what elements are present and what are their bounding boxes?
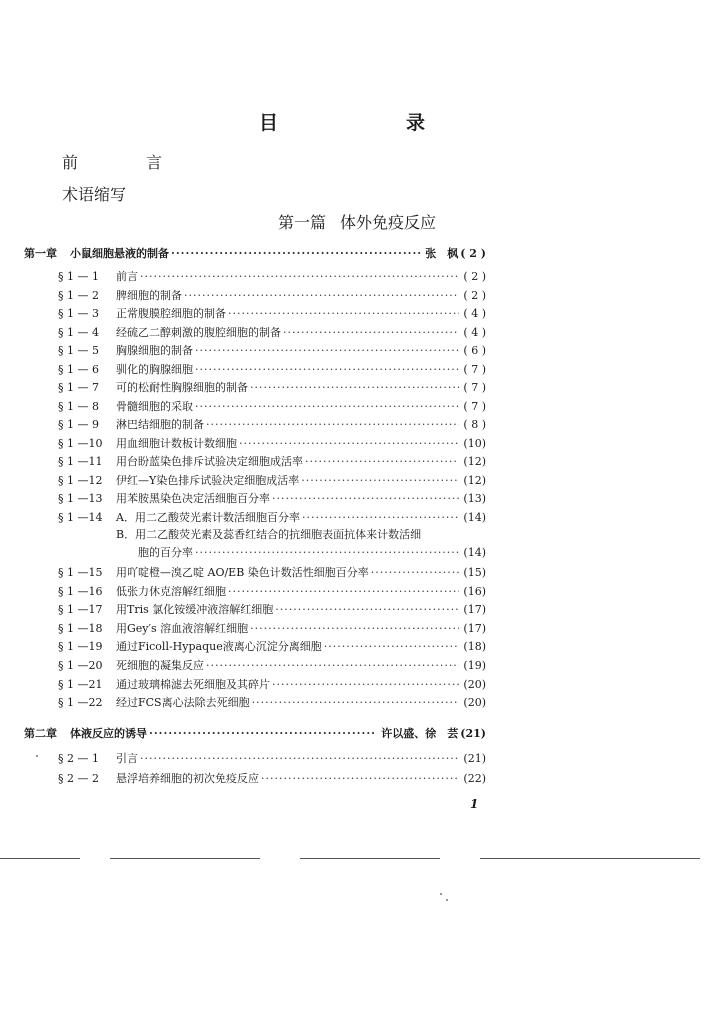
entry-page: (18) <box>463 640 486 654</box>
chapter-page: (21) <box>460 727 486 740</box>
entry-title: 引言 <box>116 752 138 765</box>
entry-title: 用Tris 氯化铵缓冲液溶解红细胞 <box>116 603 274 617</box>
toc-entry[interactable] <box>58 362 486 378</box>
entry-title: 用吖啶橙—溴乙啶 AO/EB 染色计数活性细胞百分率 <box>116 566 369 579</box>
part-label: 第一篇 <box>277 213 326 232</box>
entry-title: 用Gey′s 溶血液溶解红细胞 <box>116 621 249 635</box>
entry-title: 正常腹膜腔细胞的制备 <box>116 307 226 320</box>
dot-leader <box>195 399 459 415</box>
entry-number: § 1 — 2 <box>58 288 99 302</box>
chapter-page: ( 2 ) <box>460 247 486 260</box>
entry-number: § 1 — 5 <box>58 344 99 357</box>
entry-title: 伊红—Y染色排斥试验决定细胞成活率 <box>116 473 300 487</box>
scan-edge-line <box>0 858 80 859</box>
chapter-label: 第一章 <box>24 247 57 260</box>
entry-page: ( 6 ) <box>463 344 486 357</box>
dot-leader <box>149 726 377 742</box>
toc-entry[interactable] <box>58 380 486 396</box>
dot-leader <box>302 510 459 526</box>
entry-title: 悬浮培养细胞的初次免疫反应 <box>116 772 259 785</box>
toc-entry[interactable] <box>58 639 486 655</box>
dot-leader <box>195 343 459 359</box>
entry-page: (13) <box>463 492 486 505</box>
dot-leader <box>301 473 459 489</box>
dot-leader <box>275 602 459 618</box>
entry-title: 用血细胞计数板计数细胞 <box>116 436 237 450</box>
dot-leader <box>171 246 421 262</box>
entry-title: 通过Ficoll-Hypaque液离心沉淀分离细胞 <box>116 640 322 654</box>
entry-number: § 1 — 4 <box>58 325 99 339</box>
dot-leader <box>324 639 460 655</box>
dot-leader <box>305 454 459 470</box>
entry-title: 脾细胞的制备 <box>116 288 182 302</box>
entry-title: 用台盼蓝染色排斥试验决定细胞成活率 <box>116 455 303 468</box>
chapter-title: 体液反应的诱导 <box>70 727 147 740</box>
toc-entry[interactable] <box>58 306 486 322</box>
dot-leader <box>206 417 459 433</box>
entry-number: § 1 —19 <box>58 640 103 654</box>
entry-number: § 1 — 8 <box>58 399 99 413</box>
toc-entry[interactable] <box>58 436 486 452</box>
dot-leader <box>140 751 459 767</box>
entry-page: (16) <box>463 584 486 598</box>
front-matter-abbreviations[interactable]: 术语缩写 <box>62 185 127 204</box>
part-title: 体外免疫反应 <box>340 213 437 232</box>
dot-leader <box>195 545 459 561</box>
entry-number: § 1 — 3 <box>58 307 99 320</box>
entry-page: ( 2 ) <box>463 288 486 302</box>
entry-number: § 1 — 7 <box>58 381 99 394</box>
toc-entry[interactable] <box>58 454 486 470</box>
dot-leader <box>371 565 460 581</box>
dot-leader <box>283 325 459 341</box>
entry-number: § 2 — 1 <box>58 752 99 765</box>
entry-page: (12) <box>463 455 486 468</box>
page-title: 目 录 <box>258 112 455 134</box>
dot-leader <box>228 306 459 322</box>
entry-page: (10) <box>463 436 486 450</box>
toc-entry[interactable] <box>58 491 486 507</box>
entry-number: § 1 —12 <box>58 473 103 487</box>
entry-page: ( 8 ) <box>463 418 486 431</box>
entry-number: § 1 —22 <box>58 696 103 710</box>
entry-page: (20) <box>463 696 486 710</box>
entry-page: (14) <box>463 510 486 524</box>
entry-title: 胸腺细胞的制备 <box>116 344 193 357</box>
toc-entry[interactable] <box>58 565 486 581</box>
toc-entry[interactable] <box>58 343 486 359</box>
entry-title: 驯化的胸腺细胞 <box>116 362 193 376</box>
entry-title: A．用二乙酸荧光素计数活细胞百分率 <box>116 510 300 524</box>
entry-page: (22) <box>463 772 486 785</box>
entry-number: § 1 —16 <box>58 584 103 598</box>
entry-page: (19) <box>463 659 486 672</box>
dot-leader <box>195 362 459 378</box>
entry-number: § 1 —17 <box>58 603 103 617</box>
front-matter-preface[interactable]: 前 言 <box>62 153 189 172</box>
scan-speck <box>440 893 442 895</box>
entry-page: ( 7 ) <box>463 362 486 376</box>
entry-number: § 2 — 2 <box>58 772 99 785</box>
entry-page: (17) <box>463 603 486 617</box>
dot-leader <box>252 695 460 711</box>
toc-chapter-2[interactable] <box>24 726 486 742</box>
entry-number: § 1 —21 <box>58 677 103 691</box>
toc-entry[interactable] <box>58 473 486 489</box>
toc-entry[interactable] <box>58 677 486 693</box>
scan-speck <box>36 755 38 757</box>
toc-entry[interactable] <box>58 584 486 600</box>
entry-page: (21) <box>463 752 486 765</box>
chapter-label: 第二章 <box>24 727 57 740</box>
entry-number: § 1 —20 <box>58 659 103 672</box>
entry-title: 胞的百分率 <box>138 546 193 559</box>
entry-number: § 1 — 6 <box>58 362 99 376</box>
entry-number: § 1 —14 <box>58 510 103 524</box>
entry-title: 经硫乙二醇刺激的腹腔细胞的制备 <box>116 325 281 339</box>
toc-entry-1-14b-line1[interactable]: B．用二乙酸荧光素及蕊香红结合的抗细胞表面抗体来计数活细 <box>116 528 422 541</box>
scan-speck <box>446 899 448 901</box>
dot-leader <box>261 771 459 787</box>
toc-entry-1-14b-line2[interactable] <box>138 545 486 561</box>
toc-chapter-1[interactable] <box>24 246 486 262</box>
chapter-author: 张 枫 <box>425 247 459 260</box>
entry-title: 用苯胺黑染色决定活细胞百分率 <box>116 492 270 505</box>
entry-page: ( 7 ) <box>463 399 486 413</box>
entry-number: § 1 —18 <box>58 621 103 635</box>
dot-leader <box>228 584 459 600</box>
scan-edge-line <box>300 858 440 859</box>
scan-edge-line <box>110 858 260 859</box>
toc-entry[interactable] <box>58 751 486 767</box>
entry-title: 骨髓细胞的采取 <box>116 399 193 413</box>
entry-title: 前言 <box>116 270 138 283</box>
dot-leader <box>184 288 459 304</box>
entry-number: § 1 — 9 <box>58 418 99 431</box>
entry-page: ( 4 ) <box>463 325 486 339</box>
entry-title: 经过FCS离心法除去死细胞 <box>116 696 250 710</box>
dot-leader <box>272 677 459 693</box>
part-heading <box>0 210 714 233</box>
entry-title: 低张力休克溶解红细胞 <box>116 584 226 598</box>
toc-entry[interactable] <box>58 510 486 526</box>
entry-page: (20) <box>463 677 486 691</box>
toc-entry[interactable] <box>58 658 486 674</box>
entry-number: § 1 —10 <box>58 436 103 450</box>
entry-number: § 1 — 1 <box>58 270 99 283</box>
chapter-author: 许以盛、徐 芸 <box>381 727 459 740</box>
toc-entry[interactable] <box>58 417 486 433</box>
toc-entry[interactable] <box>58 269 486 285</box>
toc-entry[interactable] <box>58 602 486 618</box>
scan-edge-line <box>480 858 700 859</box>
dot-leader <box>250 621 459 637</box>
entry-page: (14) <box>463 546 486 559</box>
toc-entry[interactable] <box>58 621 486 637</box>
entry-page: ( 7 ) <box>463 381 486 394</box>
entry-title: 死细胞的凝集反应 <box>116 659 204 672</box>
entry-page: ( 4 ) <box>463 307 486 320</box>
entry-title: 淋巴结细胞的制备 <box>116 418 204 431</box>
entry-page: ( 2 ) <box>463 270 486 283</box>
entry-page: (12) <box>463 473 486 487</box>
entry-page: (15) <box>463 566 486 579</box>
entry-number: § 1 —11 <box>58 455 103 468</box>
dot-leader <box>272 491 459 507</box>
chapter-title: 小鼠细胞悬液的制备 <box>70 247 169 260</box>
entry-page: (17) <box>463 621 486 635</box>
toc-entry[interactable] <box>58 771 486 787</box>
page-number: 1 <box>470 797 479 811</box>
dot-leader <box>206 658 459 674</box>
toc-entry[interactable] <box>58 288 486 304</box>
toc-entry[interactable] <box>58 695 486 711</box>
dot-leader <box>250 380 459 396</box>
toc-entry[interactable] <box>58 325 486 341</box>
dot-leader <box>239 436 459 452</box>
entry-title: 可的松耐性胸腺细胞的制备 <box>116 381 248 394</box>
dot-leader <box>140 269 459 285</box>
entry-number: § 1 —13 <box>58 492 103 505</box>
entry-number: § 1 —15 <box>58 566 103 579</box>
entry-title: 通过玻璃棉滤去死细胞及其碎片 <box>116 677 270 691</box>
toc-entry[interactable] <box>58 399 486 415</box>
